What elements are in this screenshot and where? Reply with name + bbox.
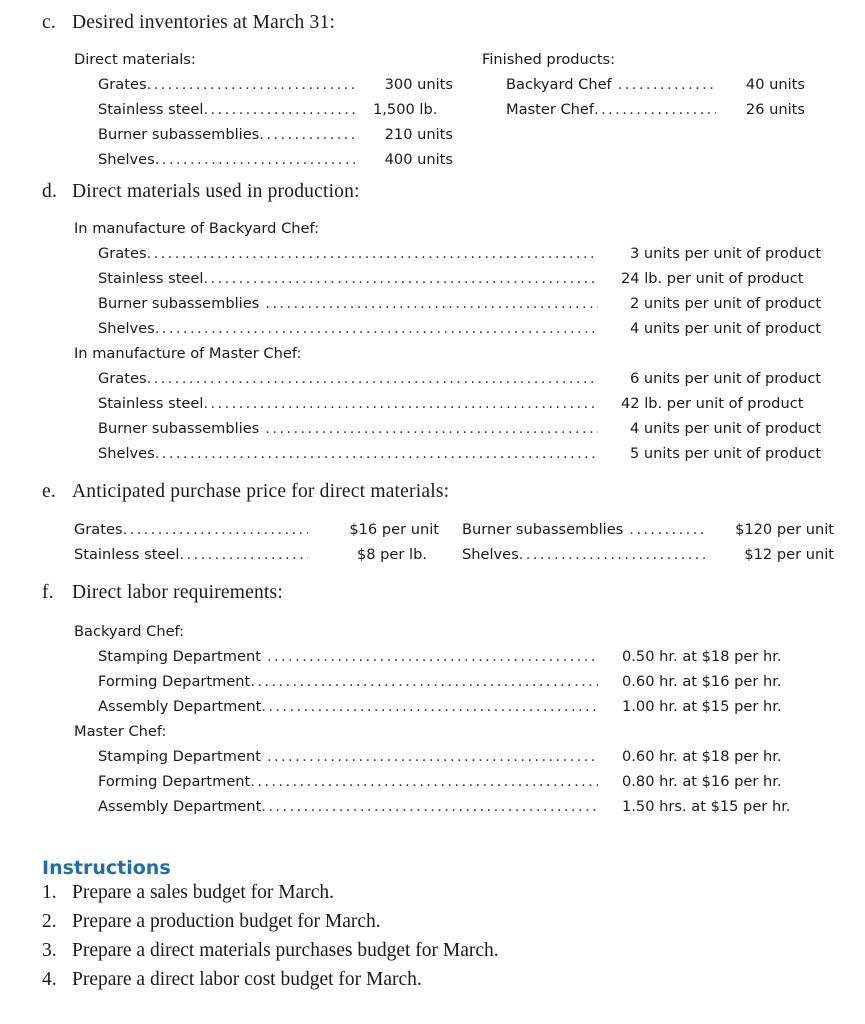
inventory-value-burner-subassemblies: 210 units bbox=[384, 126, 453, 143]
finished-value-master-chef: 26 units bbox=[745, 101, 805, 118]
instruction-item-4: 4. Prepare a direct labor cost budget for March. bbox=[42, 969, 422, 990]
finished-row-master-chef: Master Chef ..... bbox=[506, 101, 716, 119]
section-d-heading bbox=[42, 181, 360, 203]
instruction-item-3: 3. Prepare a direct materials purchases budget for March. bbox=[42, 940, 499, 961]
labor-value-master-assembly: 1.50 hrs. at $15 per hr. bbox=[622, 798, 791, 815]
price-row-shelves: Shelves ..... bbox=[462, 546, 706, 564]
labor-row-master-assembly: Assembly Department ..... bbox=[98, 798, 598, 816]
usage-value-backyard-stainless-steel: 24 lb. per unit of product bbox=[621, 270, 804, 287]
usage-value-master-stainless-steel: 42 lb. per unit of product bbox=[621, 395, 804, 412]
section-e-letter: e. bbox=[42, 481, 56, 502]
finished-value-backyard-chef: 40 units bbox=[745, 76, 805, 93]
inventory-value-grates: 300 units bbox=[384, 76, 453, 93]
labor-row-backyard-stamping: Stamping Department ..... bbox=[98, 648, 598, 666]
section-e-title: Anticipated purchase price for direct materials: bbox=[72, 481, 450, 502]
section-f-heading bbox=[42, 582, 283, 604]
section-c-letter: c. bbox=[42, 12, 56, 33]
usage-row-backyard-grates: Grates ..... bbox=[98, 245, 598, 263]
labor-group-backyard-chef-label: Backyard Chef: bbox=[74, 623, 185, 640]
labor-group-master-chef-label: Master Chef: bbox=[74, 723, 167, 740]
labor-value-master-forming: 0.80 hr. at $16 per hr. bbox=[622, 773, 782, 790]
usage-value-backyard-shelves: 4 units per unit of product bbox=[630, 320, 822, 337]
finished-row-backyard-chef: Backyard Chef ..... bbox=[506, 76, 716, 94]
section-d-title: Direct materials used in production: bbox=[72, 181, 360, 202]
section-c-heading bbox=[42, 12, 335, 34]
usage-value-master-grates: 6 units per unit of product bbox=[630, 370, 822, 387]
inventory-row-burner-subassemblies: Burner subassemblies ..... bbox=[98, 126, 356, 144]
labor-value-backyard-assembly: 1.00 hr. at $15 per hr. bbox=[622, 698, 782, 715]
usage-row-master-stainless-steel: Stainless steel ..... bbox=[98, 395, 598, 413]
price-row-stainless-steel: Stainless steel ..... bbox=[74, 546, 308, 564]
price-row-grates: Grates ..... bbox=[74, 521, 308, 539]
price-row-burner-subassemblies: Burner subassemblies ..... bbox=[462, 521, 706, 539]
usage-group-master-chef-label: In manufacture of Master Chef: bbox=[74, 345, 302, 362]
section-f-title: Direct labor requirements: bbox=[72, 582, 283, 603]
price-value-stainless-steel: $8 per lb. bbox=[356, 546, 427, 563]
inventory-row-stainless-steel: Stainless steel ..... bbox=[98, 101, 356, 119]
inventory-value-stainless-steel: 1,500 lb. bbox=[373, 101, 438, 118]
inventory-row-shelves: Shelves ..... bbox=[98, 151, 356, 169]
usage-row-master-burner-subassemblies: Burner subassemblies ..... bbox=[98, 420, 598, 438]
direct-materials-label: Direct materials: bbox=[74, 51, 196, 68]
finished-products-label: Finished products: bbox=[482, 51, 616, 68]
labor-value-backyard-stamping: 0.50 hr. at $18 per hr. bbox=[622, 648, 782, 665]
instruction-item-2: 2. Prepare a production budget for March. bbox=[42, 911, 381, 932]
instruction-item-1: 1. Prepare a sales budget for March. bbox=[42, 882, 335, 903]
labor-row-master-forming: Forming Department ..... bbox=[98, 773, 598, 791]
labor-row-backyard-assembly: Assembly Department ..... bbox=[98, 698, 598, 716]
usage-group-backyard-chef-label: In manufacture of Backyard Chef: bbox=[74, 220, 320, 237]
labor-row-backyard-forming: Forming Department ..... bbox=[98, 673, 598, 691]
inventory-value-shelves: 400 units bbox=[384, 151, 453, 168]
section-d-letter: d. bbox=[42, 181, 58, 202]
inventory-row-grates: Grates ..... bbox=[98, 76, 356, 94]
usage-row-master-shelves: Shelves ..... bbox=[98, 445, 598, 463]
usage-value-master-shelves: 5 units per unit of product bbox=[630, 445, 822, 462]
section-e-heading bbox=[42, 481, 449, 503]
labor-value-master-stamping: 0.60 hr. at $18 per hr. bbox=[622, 748, 782, 765]
usage-row-backyard-burner-subassemblies: Burner subassemblies ..... bbox=[98, 295, 598, 313]
labor-row-master-stamping: Stamping Department ..... bbox=[98, 748, 598, 766]
price-value-shelves: $12 per unit bbox=[744, 546, 834, 563]
section-c-title: Desired inventories at March 31: bbox=[72, 12, 336, 33]
usage-value-master-burner-subassemblies: 4 units per unit of product bbox=[630, 420, 822, 437]
price-value-grates: $16 per unit bbox=[349, 521, 439, 538]
usage-row-master-grates: Grates ..... bbox=[98, 370, 598, 388]
usage-row-backyard-stainless-steel: Stainless steel ..... bbox=[98, 270, 598, 288]
usage-value-backyard-burner-subassemblies: 2 units per unit of product bbox=[630, 295, 822, 312]
labor-value-backyard-forming: 0.60 hr. at $16 per hr. bbox=[622, 673, 782, 690]
section-f-letter: f. bbox=[42, 582, 54, 603]
usage-value-backyard-grates: 3 units per unit of product bbox=[630, 245, 822, 262]
instructions-title: Instructions bbox=[42, 857, 171, 879]
usage-row-backyard-shelves: Shelves ..... bbox=[98, 320, 598, 338]
price-value-burner-subassemblies: $120 per unit bbox=[735, 521, 834, 538]
